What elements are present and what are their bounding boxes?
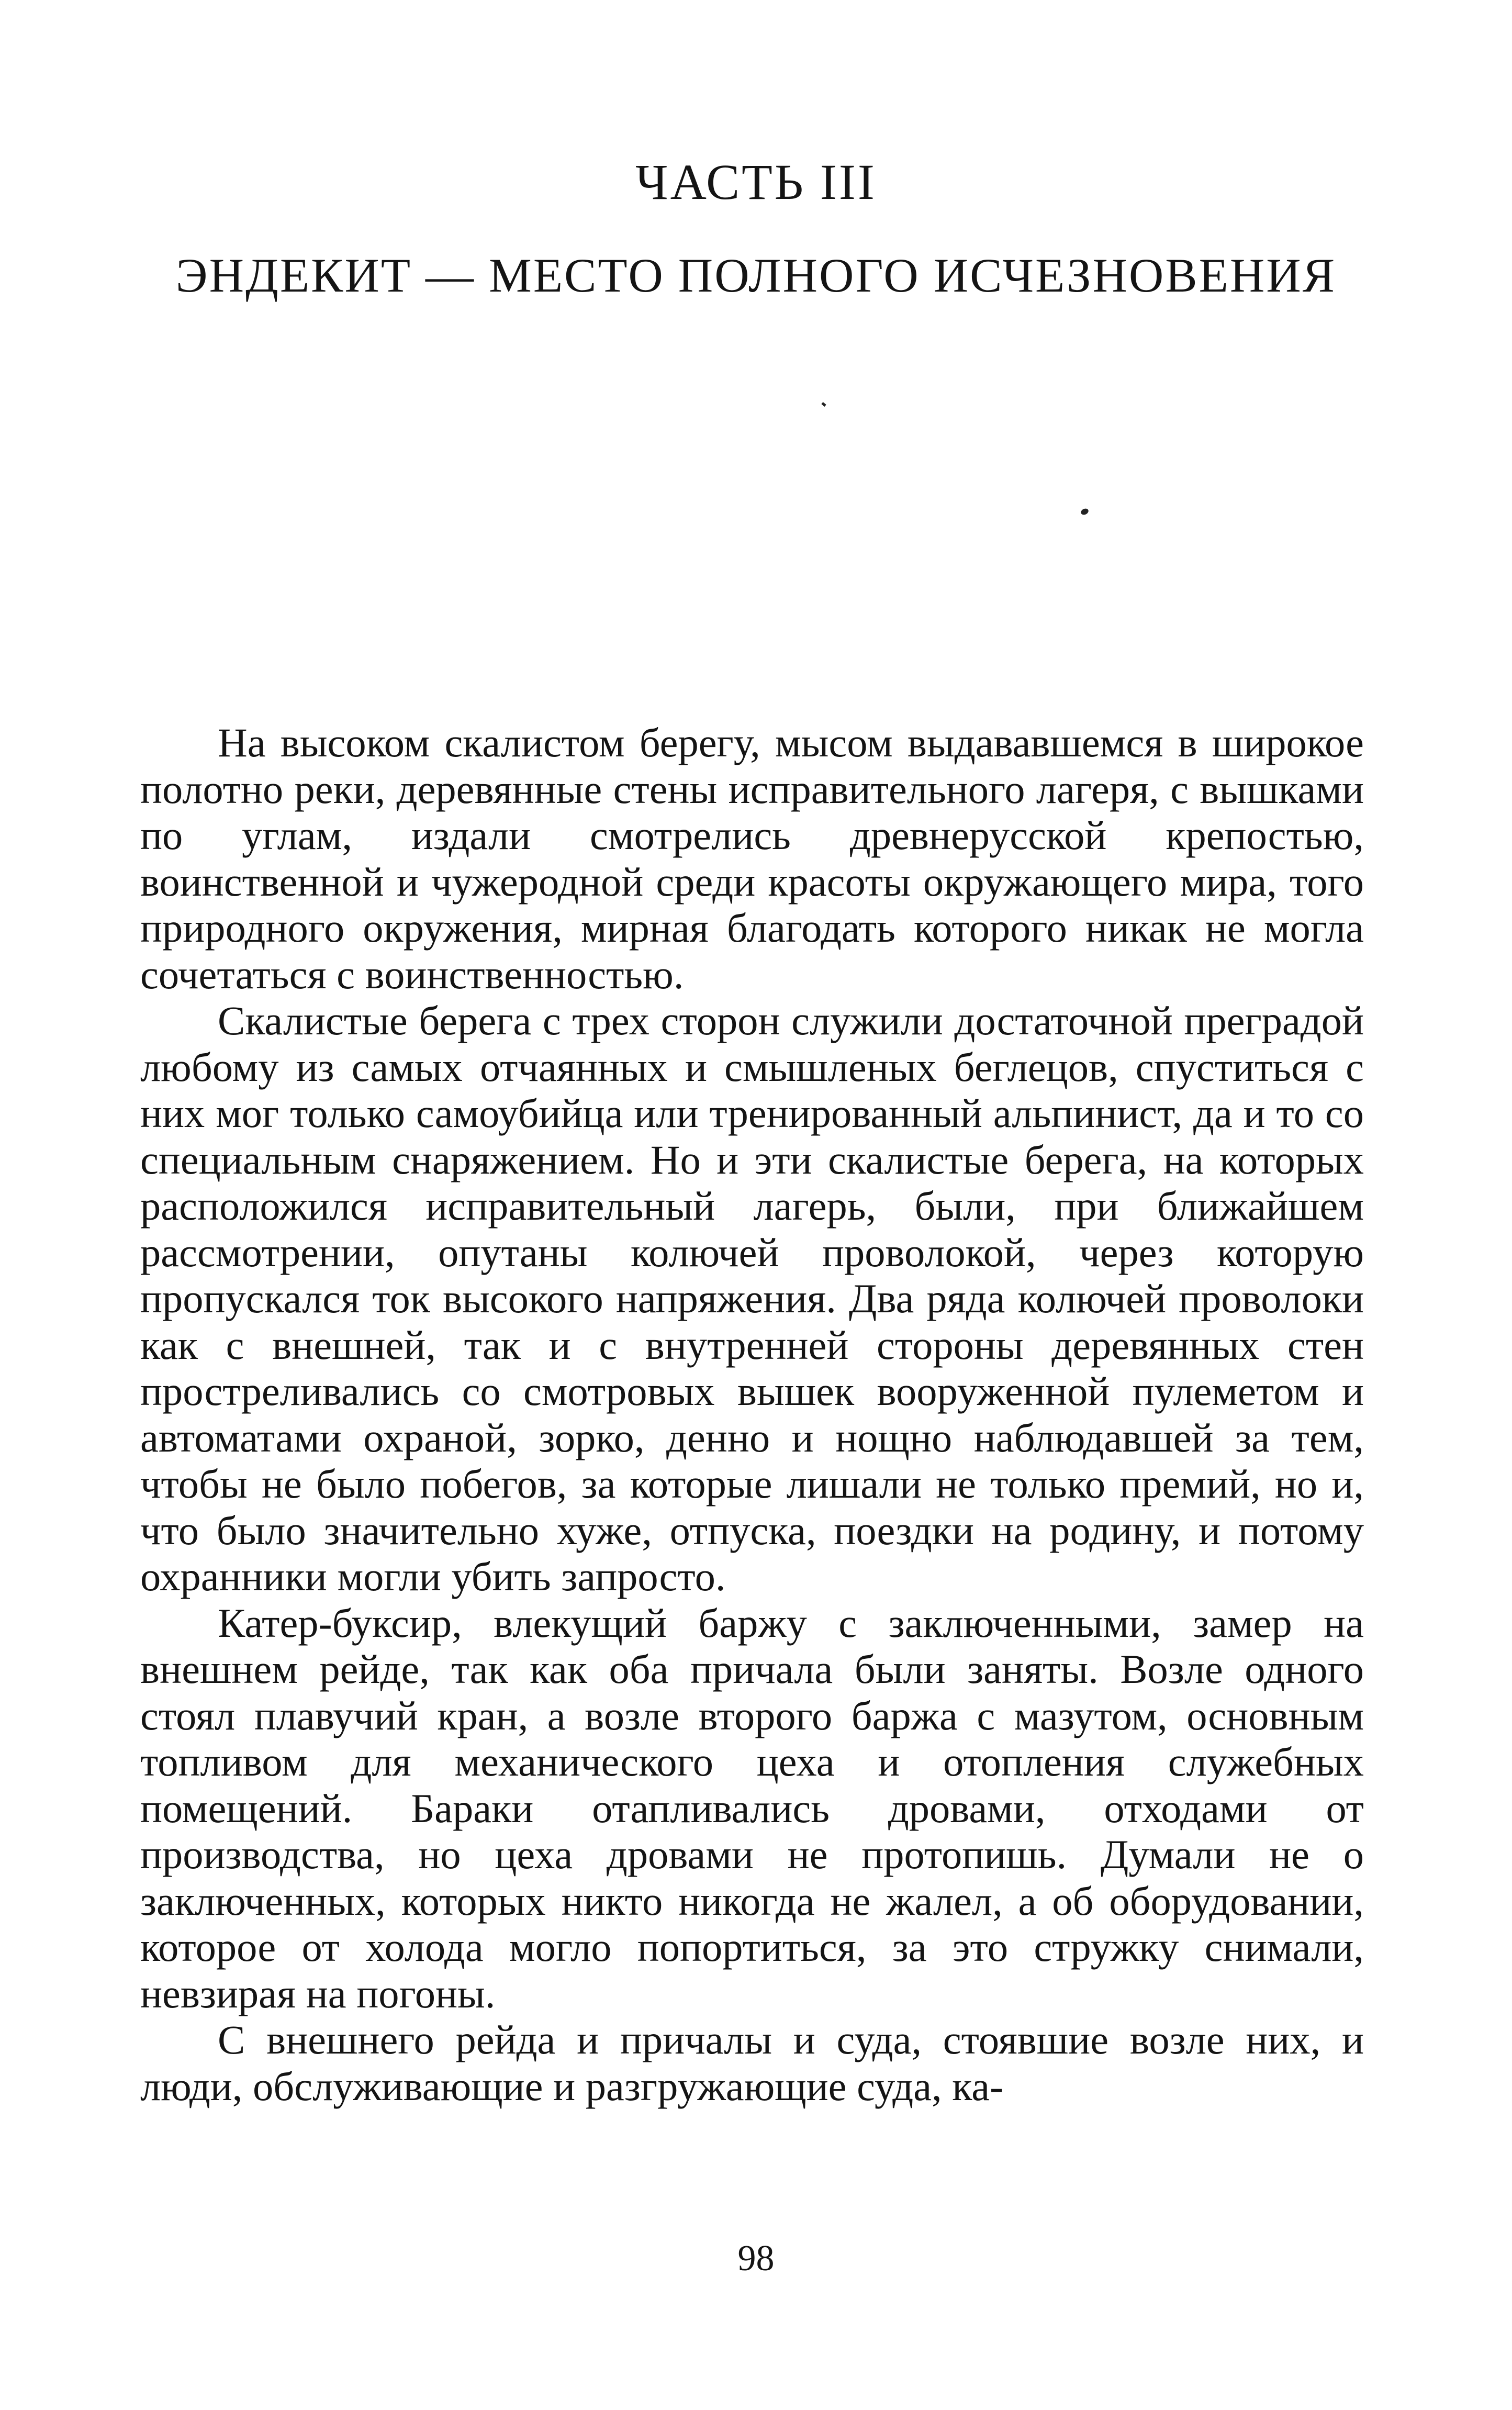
print-speck <box>821 402 826 407</box>
paragraph: На высоком скалистом берегу, мысом выдававшемся в широкое полотно реки, деревянные стены исправительного лагеря, с вышками по углам, издали смотрелись древнерусской крепостью, воинственной и чужеродной среди красоты окружающего мира, того природного окружения, мирная благодать которого никак не могла сочетаться с воинственностью. <box>140 720 1364 997</box>
paragraph: Катер-буксир, влекущий баржу с заключенными, замер на внешнем рейде, так как оба причала были заняты. Возле одного стоял плавучий кран, а возле второго баржа с мазутом, основным топливом для механического цеха и отопления служебных помещений. Бараки отапливались дровами, отходами от производства, но цеха дровами не протопишь. Думали не о заключенных, которых никто никогда не жалел, а об оборудовании, которое от холода могло попортиться, за это стружку снимали, невзирая на погоны. <box>140 1600 1364 2016</box>
chapter-title: ЭНДЕКИТ — МЕСТО ПОЛНОГО ИСЧЕЗНОВЕНИЯ <box>175 249 1337 302</box>
page-number: 98 <box>737 2238 775 2279</box>
print-speck <box>1080 507 1089 516</box>
paragraph: С внешнего рейда и причалы и суда, стоявшие возле них, и люди, обслуживающие и разгружающие суда, ка- <box>140 2017 1364 2109</box>
paragraph: Скалистые берега с трех сторон служили достаточной преградой любому из самых отчаянных и смышленых беглецов, спуститься с них мог только самоубийца или тренированный альпинист, да и то со специальным снаряжением. Но и эти скалистые берега, на которых расположился исправительный лагерь, были, при ближайшем рассмотрении, опутаны колючей проволокой, через которую пропускался ток высокого напряжения. Два ряда колючей проволоки как с внешней, так и с внутренней стороны деревянных стен простреливались со смотровых вышек вооруженной пулеметом и автоматами охраной, зорко, денно и нощно наблюдавшей за тем, чтобы не было побегов, за которые лишали не только премий, но и, что было значительно хуже, отпуска, поездки на родину, и потому охранники могли убить запросто. <box>140 998 1364 1599</box>
body-text <box>140 720 1364 2110</box>
part-heading: ЧАСТЬ III <box>635 154 877 210</box>
